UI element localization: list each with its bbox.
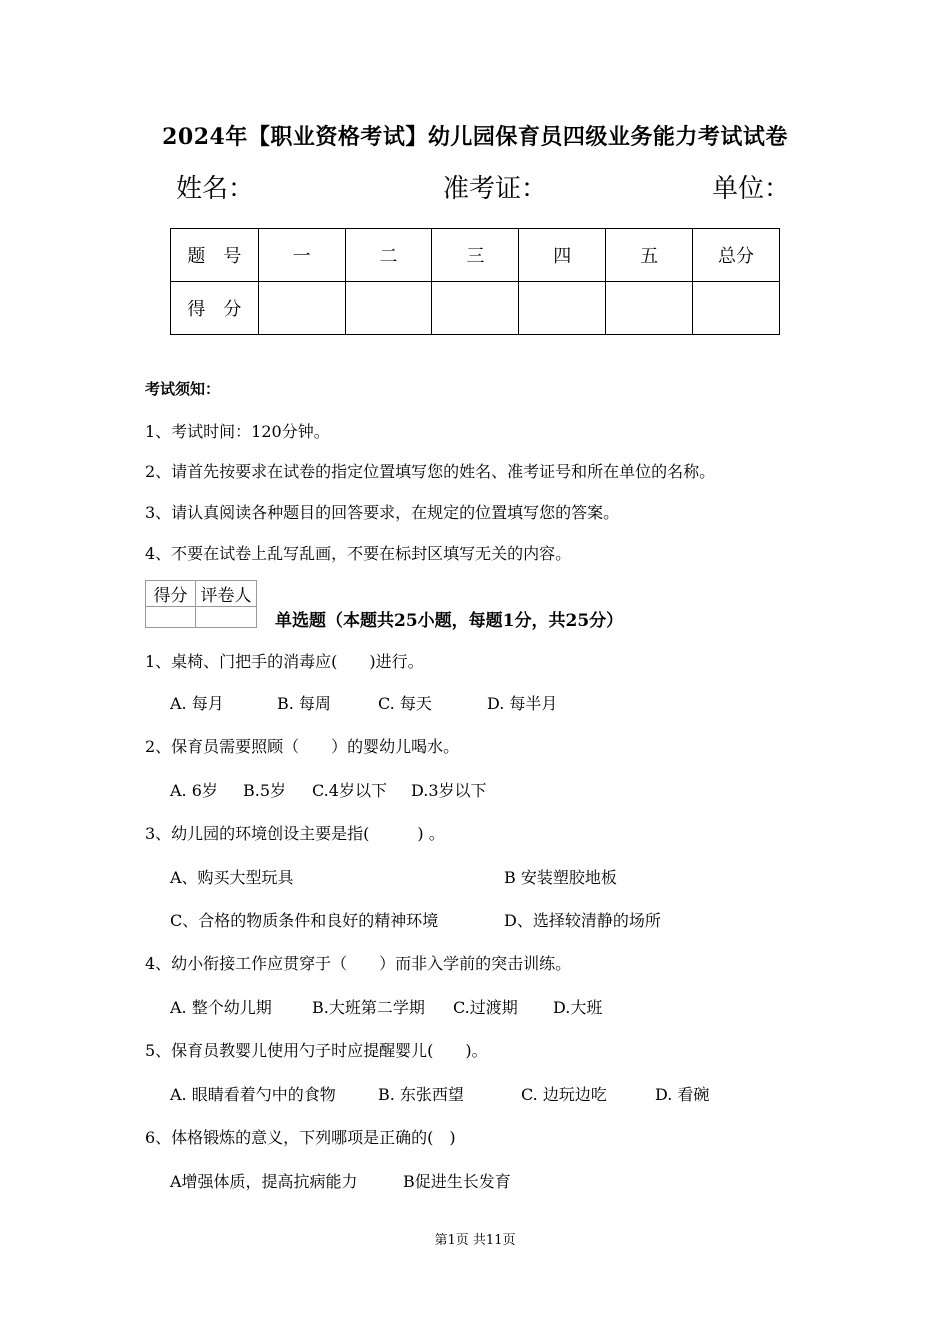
- question-option: D.3岁以下: [411, 781, 487, 800]
- document-title: 2024年【职业资格考试】幼儿园保育员四级业务能力考试试卷: [162, 124, 788, 150]
- question-option: B. 每周: [277, 694, 331, 713]
- score-table-score-row: [171, 282, 780, 335]
- question-option: D. 看碗: [655, 1085, 710, 1104]
- question-text: 3、幼儿园的环境创设主要是指( ) 。: [145, 824, 445, 843]
- exam-id-field-label: 准考证：: [443, 174, 548, 204]
- question-option: A、购买大型玩具: [170, 868, 294, 887]
- grader-reviewer-cell[interactable]: [196, 607, 257, 628]
- question-text: 6、体格锻炼的意义，下列哪项是正确的( ): [145, 1128, 456, 1147]
- question-option: C.过渡期: [453, 998, 518, 1017]
- question-text: 1、桌椅、门把手的消毒应( )进行。: [145, 652, 424, 671]
- question-option: B.5岁: [243, 781, 287, 800]
- score-input-cell[interactable]: [432, 282, 519, 335]
- score-input-cell[interactable]: [258, 282, 345, 335]
- question-option: B促进生长发育: [403, 1172, 511, 1191]
- grader-score-cell[interactable]: [146, 607, 196, 628]
- score-header-cell: 题 号: [171, 229, 259, 282]
- question-option: A. 眼睛看着勺中的食物: [170, 1085, 336, 1104]
- score-header-cell: 五: [606, 229, 693, 282]
- question-option: B. 东张西望: [378, 1085, 464, 1104]
- grader-score-label: 得分: [146, 581, 196, 607]
- section-title: 单选题（本题共25小题，每题1分，共25分）: [275, 611, 624, 631]
- score-input-cell[interactable]: [345, 282, 432, 335]
- score-table-header-row: [171, 229, 780, 282]
- question-text: 5、保育员教婴儿使用勺子时应提醒婴儿( )。: [145, 1041, 488, 1060]
- notice-item: 2、请首先按要求在试卷的指定位置填写您的姓名、准考证号和所在单位的名称。: [145, 462, 716, 481]
- score-input-cell[interactable]: [693, 282, 780, 335]
- question-option: B.大班第二学期: [312, 998, 425, 1017]
- question-option: A. 6岁: [170, 781, 218, 800]
- score-input-cell[interactable]: [606, 282, 693, 335]
- question-option: A. 每月: [170, 694, 224, 713]
- question-option: C. 边玩边吃: [521, 1085, 607, 1104]
- score-header-cell: 一: [258, 229, 345, 282]
- score-header-cell: 总分: [693, 229, 780, 282]
- notice-title: 考试须知：: [145, 380, 221, 398]
- notice-item: 1、考试时间：120分钟。: [145, 422, 330, 441]
- grader-box: [145, 580, 257, 628]
- grader-reviewer-label: 评卷人: [196, 581, 257, 607]
- notice-item: 4、不要在试卷上乱写乱画，不要在标封区填写无关的内容。: [145, 544, 572, 563]
- question-option: D.大班: [553, 998, 603, 1017]
- score-header-cell: 四: [519, 229, 606, 282]
- notice-item: 3、请认真阅读各种题目的回答要求，在规定的位置填写您的答案。: [145, 503, 620, 522]
- question-text: 2、保育员需要照顾（ ）的婴幼儿喝水。: [145, 737, 460, 756]
- page-footer: 第1页 共11页: [434, 1233, 516, 1248]
- question-option: C. 每天: [378, 694, 432, 713]
- score-table: [170, 228, 780, 335]
- name-field-label: 姓名：: [176, 174, 255, 204]
- score-header-cell: 二: [345, 229, 432, 282]
- question-option: A增强体质，提高抗病能力: [170, 1172, 358, 1191]
- question-option: D、选择较清静的场所: [504, 911, 661, 930]
- question-option: D. 每半月: [487, 694, 558, 713]
- question-text: 4、幼小衔接工作应贯穿于（ ）而非入学前的突击训练。: [145, 954, 572, 973]
- question-option: A. 整个幼儿期: [170, 998, 272, 1017]
- question-option: C、合格的物质条件和良好的精神环境: [170, 911, 439, 930]
- score-row-label: 得 分: [171, 282, 259, 335]
- score-input-cell[interactable]: [519, 282, 606, 335]
- score-header-cell: 三: [432, 229, 519, 282]
- question-option: C.4岁以下: [312, 781, 387, 800]
- question-option: B 安装塑胶地板: [504, 868, 617, 887]
- unit-field-label: 单位：: [712, 174, 791, 204]
